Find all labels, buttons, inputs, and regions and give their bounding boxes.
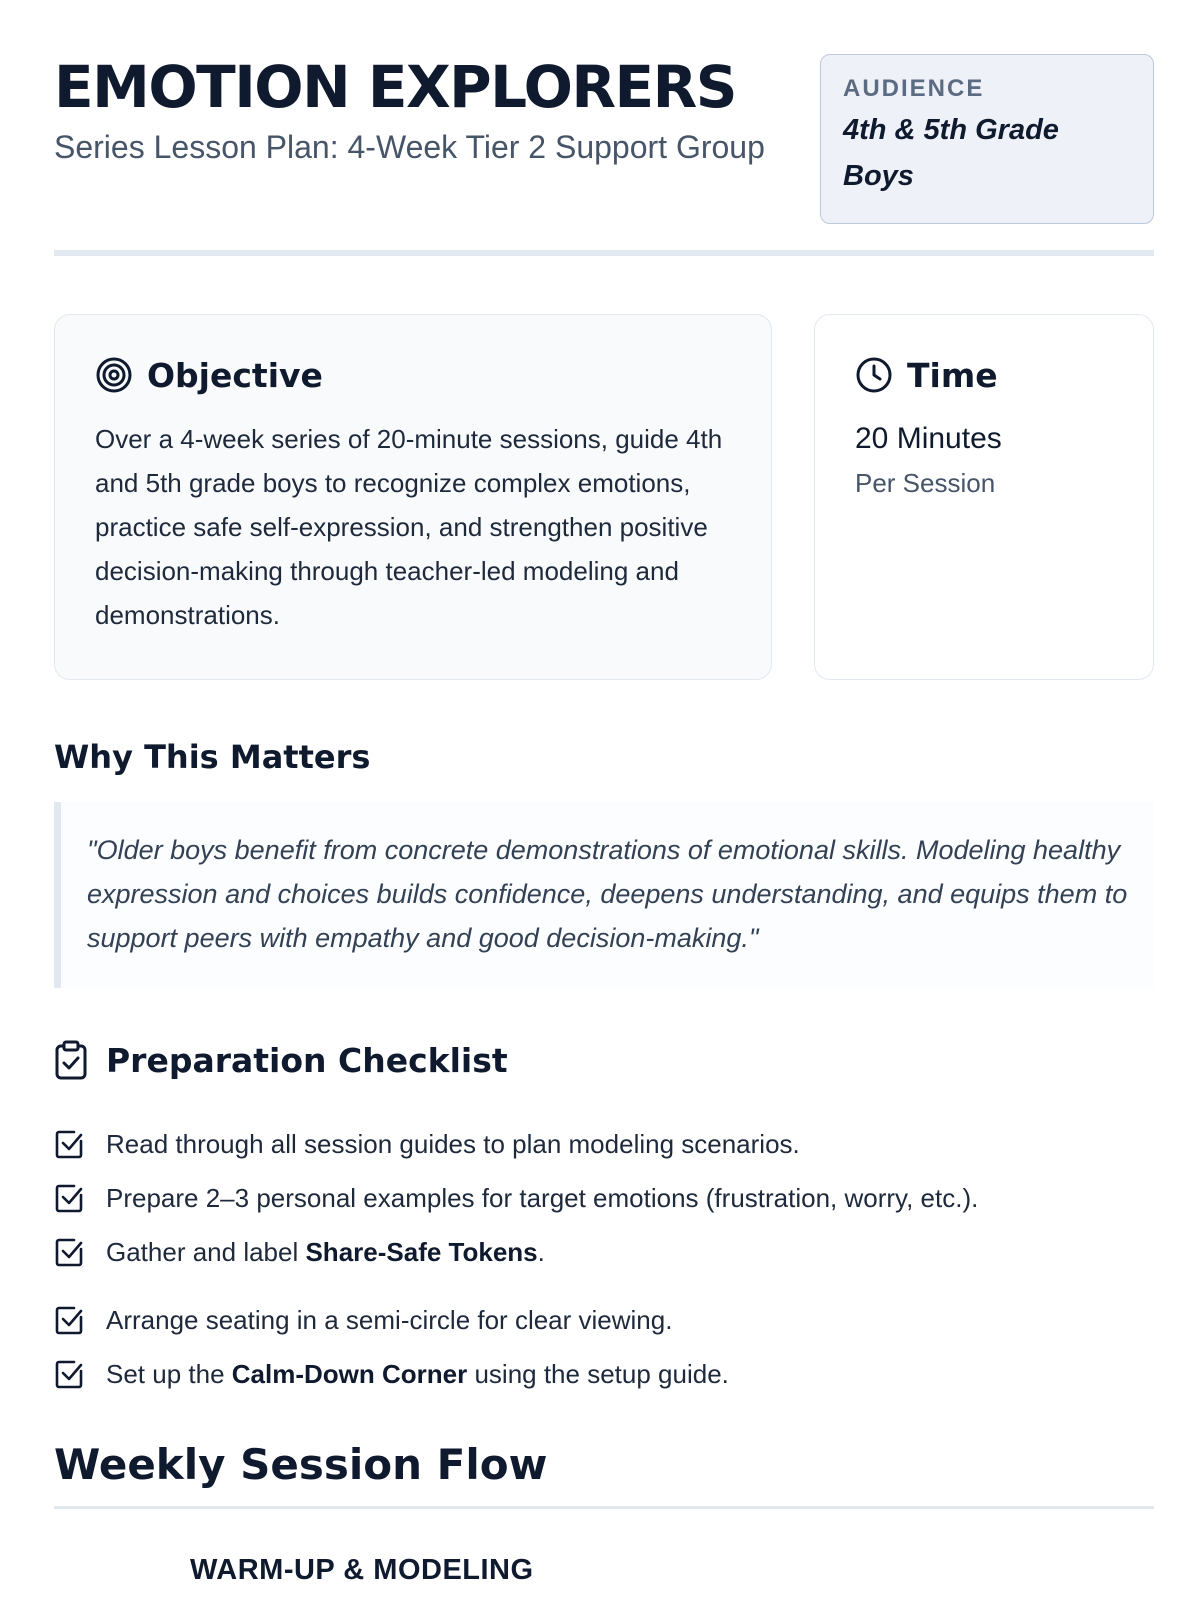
checklist-item [54,1232,545,1272]
objective-text: Over a 4-week series of 20-minute sessions, guide 4th and 5th grade boys to recognize complex emotions, practice safe self-expression, and strengthen positive decision-making through teacher-led modeling and demonstrations. [95,424,723,630]
checkbox-icon [54,1359,84,1389]
audience-label: AUDIENCE [843,75,985,102]
preparation-title: Preparation Checklist [106,1040,508,1080]
checkbox-icon [54,1237,84,1267]
audience-box [820,54,1154,224]
checklist-item [54,1300,672,1340]
target-icon [95,356,133,394]
header-divider [54,250,1154,256]
objective-card [54,314,772,680]
checklist-item-text: Prepare 2–3 personal examples for target emotions (frustration, worry, etc.). [106,1182,979,1213]
checkbox-icon [54,1305,84,1335]
checklist-item [54,1178,978,1218]
checklist-item-text: Read through all session guides to plan modeling scenarios. [106,1128,800,1159]
why-title: Why This Matters [54,738,371,776]
why-quote: "Older boys benefit from concrete demonstrations of emotional skills. Modeling healthy expression and choices builds confidence, deepens understanding, and equips them to support peers with empathy and good decision-making." [54,802,1154,988]
checklist-item-text: Gather and label Share-Safe Tokens. [106,1236,545,1267]
checklist-item [54,1354,729,1394]
time-unit: Per Session [855,468,996,498]
objective-title: Objective [147,355,323,395]
flow-step-title: WARM-UP & MODELING [190,1554,534,1586]
clock-icon [855,356,893,394]
checklist-item [54,1124,800,1164]
page-subtitle: Series Lesson Plan: 4-Week Tier 2 Support Group [54,129,765,165]
flow-title: Weekly Session Flow [54,1440,548,1489]
flow-divider [54,1506,1154,1509]
clipboard-check-icon [54,1040,88,1080]
preparation-header [54,1040,508,1080]
audience-value: 4th & 5th Grade Boys [843,114,1059,192]
time-value: 20 Minutes [855,422,1002,455]
checkbox-icon [54,1183,84,1213]
checkbox-icon [54,1129,84,1159]
checklist-item-text: Arrange seating in a semi-circle for clear viewing. [106,1304,673,1335]
time-card [814,314,1154,680]
time-title: Time [907,355,998,395]
checklist-item-text: Set up the Calm-Down Corner using the setup guide. [106,1358,729,1389]
page-title: EMOTION EXPLORERS [54,53,737,121]
